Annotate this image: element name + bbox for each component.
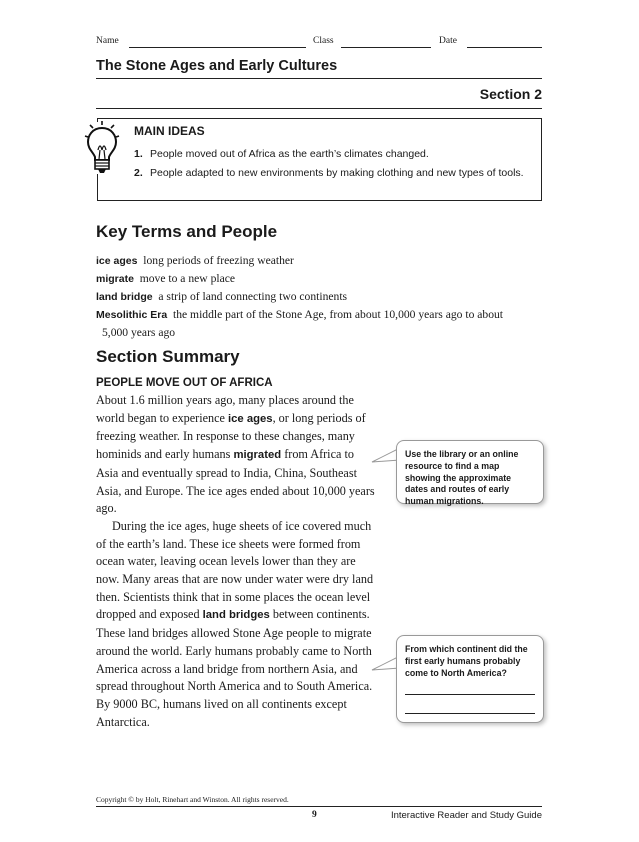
subheading: PEOPLE MOVE OUT OF AFRICA [96,377,273,389]
term: migrate [96,273,134,285]
key-term-row [96,306,522,342]
section-label: Section 2 [479,86,542,102]
key-term-row [96,270,542,288]
term: land bridge [96,291,153,303]
definition: a strip of land connecting two continents [158,290,348,303]
divider [96,78,542,79]
term: ice ages [96,255,138,267]
term: Mesolithic Era [96,309,168,321]
footer-divider [96,806,542,807]
section-summary-heading: Section Summary [96,347,240,366]
main-ideas-heading: MAIN IDEAS [134,124,205,138]
paragraph-1: About 1.6 million years ago, many places around the world began to experience ice ages, or long periods of freezing weather. In response to these changes, many hominids and early humans migrated from Africa to Asia and eventually spread to India, China, Southeast Asia, and Europe. The ice ages ended about 10,000 years ago. [96,393,375,516]
lightbulb-icon [84,120,120,181]
book-title: Interactive Reader and Study Guide [390,810,542,821]
main-idea-item [134,166,550,180]
item-text: People moved out of Africa as the earth’s climates changed. [150,148,429,160]
definition: long periods of freezing weather [143,254,294,267]
key-term-highlight: ice ages [227,412,273,425]
definition: move to a new place [139,272,236,285]
margin-note-question [396,635,544,723]
class-field[interactable] [341,47,431,48]
class-label: Class [313,36,334,46]
note-text: From which continent did the first early humans probably come to North America? [405,644,528,678]
summary-body [96,392,378,731]
key-term-highlight: land bridges [202,609,270,622]
name-field[interactable] [129,47,306,48]
key-terms-heading: Key Terms and People [96,222,278,241]
answer-line[interactable] [405,713,535,714]
key-term-highlight: migrated [233,449,282,462]
main-idea-item [134,147,534,161]
divider [96,108,542,109]
student-info-header [96,36,542,50]
paragraph-2: During the ice ages, huge sheets of ice covered much of the earth’s land. These ice sheets were formed from ocean water, leaving ocean levels lower than they are now. Many areas that are now under water were dry land then. Scientists think that in some places the ocean level dropped and exposed land bridges between continents. These land bridges allowed Stone Age people to migrate around the world. Early humans probably came to North America across a land bridge from northern Asia, and spread throughout North America and to South America. By 9000 BC, humans lived on all continents except Antarctica. [96,518,374,729]
page-title: The Stone Ages and Early Cultures [96,58,338,74]
key-term-row [96,252,542,270]
note-text: Use the library or an online resource to find a map showing the approximate dates and routes of early human migrations. [405,449,519,507]
item-text: People adapted to new environments by making clothing and new types of tools. [150,167,524,179]
item-number: 1. [134,148,143,160]
date-field[interactable] [467,47,542,48]
item-number: 2. [134,167,143,179]
margin-note-activity [396,440,544,507]
definition: the middle part of the Stone Age, from about 10,000 years ago to about 5,000 years ago [102,308,504,339]
answer-line[interactable] [405,694,535,695]
key-term-row [96,288,542,306]
name-label: Name [96,36,119,46]
page-number: 9 [312,810,317,820]
date-label: Date [439,36,457,46]
copyright-text: Copyright © by Holt, Rinehart and Winston. All rights reserved. [96,795,289,804]
